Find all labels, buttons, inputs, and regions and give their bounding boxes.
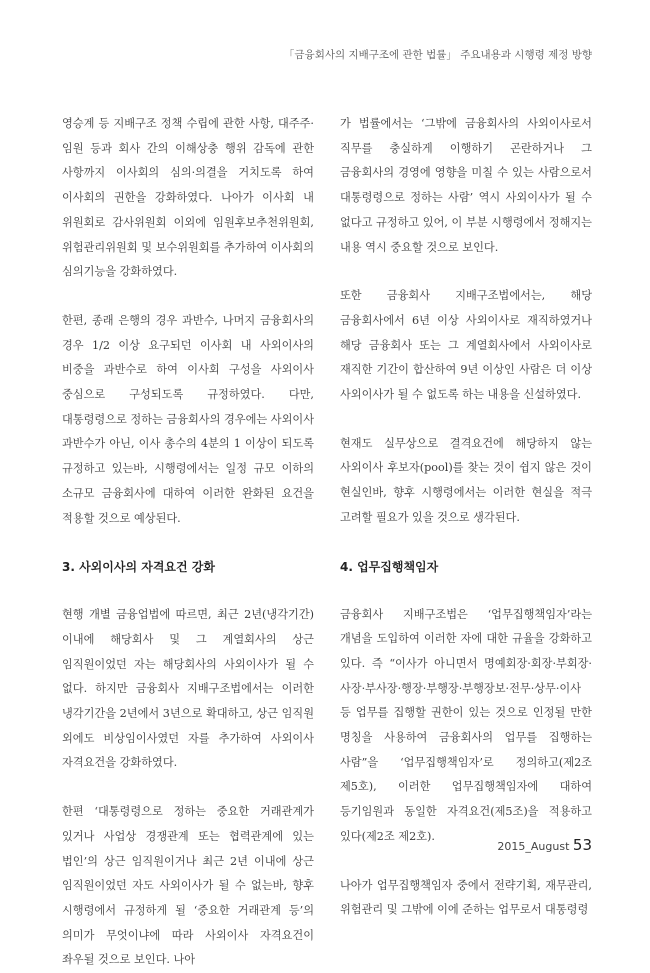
paragraph: 현행 개별 금융업법에 따르면, 최근 2년(냉각기간) 이내에 해당회사 및 그 계열회사의 상근 임직원이었던 자는 해당회사의 사외이사가 될 수 없다. 하지만 금융회사 지배구조법에서는 이러한 냉각기간을 2년에서 3년으로 확대하고, 상근 임직원 외에도 비상임이사였던 자를 추가하여 사외이사 자격요건을 강화하였다. xyxy=(62,608,314,770)
page-number: 53 xyxy=(572,836,592,854)
left-column xyxy=(62,112,314,973)
right-column xyxy=(340,112,592,923)
paragraph: 현재도 실무상으로 결격요건에 해당하지 않는 사외이사 후보자(pool)를 찾는 것이 쉽지 않은 것이 현실인바, 향후 시행령에서는 이러한 현실을 적극 고려할 필요가 있을 것으로 생각된다. xyxy=(340,436,592,524)
paragraph: 한편, 종래 은행의 경우 과반수, 나머지 금융회사의 경우 1/2 이상 요구되던 이사회 내 사외이사의 비중을 과반수로 하여 이사회 구성을 사외이사 중심으로 구성되도록 규정하였다. 다만, 대통령령으로 정하는 금융회사의 경우에는 사외이사 과반수가 아닌, 이사 총수의 4분의 1 이상이 되도록 규정하고 있는바, 시행령에서는 일정 규모 이하의 소규모 금융회사에 대하여 이러한 완화된 요건을 적용할 것으로 예상된다. xyxy=(62,313,314,525)
section-heading: 3. 사외이사의 자격요건 강화 xyxy=(62,560,215,575)
paragraph: 또한 금융회사 지배구조법에서는, 해당 금융회사에서 6년 이상 사외이사로 재직하였거나 해당 금융회사 또는 그 계열회사에서 사외이사로 재직한 기간이 합산하여 9년 이상인 사람은 더 이상 사외이사가 될 수 없도록 하는 내용을 신설하였다. xyxy=(340,289,592,402)
paragraph: 가 법률에서는 ‘그밖에 금융회사의 사외이사로서 직무를 충실하게 이행하기 곤란하거나 그 금융회사의 경영에 영향을 미칠 수 있는 사람으로서 대통령령으로 정하는 사람’ 역시 사외이사가 될 수 없다고 규정하고 있어, 이 부분 시행령에서 정해지는 내용 역시 중요할 것으로 보인다. xyxy=(340,117,592,254)
issue-label: 2015_August xyxy=(497,840,570,853)
page-footer xyxy=(497,836,592,854)
paragraph: 금융회사 지배구조법은 ‘업무집행책임자’라는 개념을 도입하여 이러한 자에 대한 규율을 강화하고 있다. 즉 “이사가 아니면서 명예회장·회장·부회장·사장·부사장·행장·부행장·부행장보·전무·상무·이사 등 업무를 집행할 권한이 있는 것으로 인정될 만한 명칭을 사용하여 금융회사의 업무를 집행하는 사람”을 ‘업무집행책임자’로 정의하고(제2조 제5호), 이러한 업무집행책임자에 대하여 등기임원과 동일한 자격요건(제5조)을 적용하고 있다(제2조 제2호). xyxy=(340,607,592,843)
paragraph: 한편 ‘대통령령으로 정하는 중요한 거래관계가 있거나 사업상 경쟁관계 또는 협력관계에 있는 법인’의 상근 임직원이거나 최근 2년 이내에 상근 임직원이었던 자도 사외이사가 될 수 없는바, 향후 시행령에서 규정하게 될 ‘중요한 거래관계 등’의 의미가 무엇이냐에 따라 사외이사 자격요건이 좌우될 것으로 보인다. 나아 xyxy=(62,805,314,967)
section-heading: 4. 업무집행책임자 xyxy=(340,559,439,574)
paragraph: 영승계 등 지배구조 정책 수립에 관한 사항, 대주주·임원 등과 회사 간의 이해상충 행위 감독에 관한 사항까지 이사회의 심의·의결을 거치도록 하여 이사회의 권한을 강화하였다. 나아가 이사회 내 위원회로 감사위원회 이외에 임원후보추천위원회, 위험관리위원회 및 보수위원회를 추가하여 이사회의 심의기능을 강화하였다. xyxy=(62,117,314,279)
running-header: 「금융회사의 지배구조에 관한 법률」 주요내용과 시행령 제정 방향 xyxy=(283,49,592,61)
paragraph: 나아가 업무집행책임자 중에서 전략기획, 재무관리, 위험관리 및 그밖에 이에 준하는 업무로서 대통령령 xyxy=(340,878,592,917)
